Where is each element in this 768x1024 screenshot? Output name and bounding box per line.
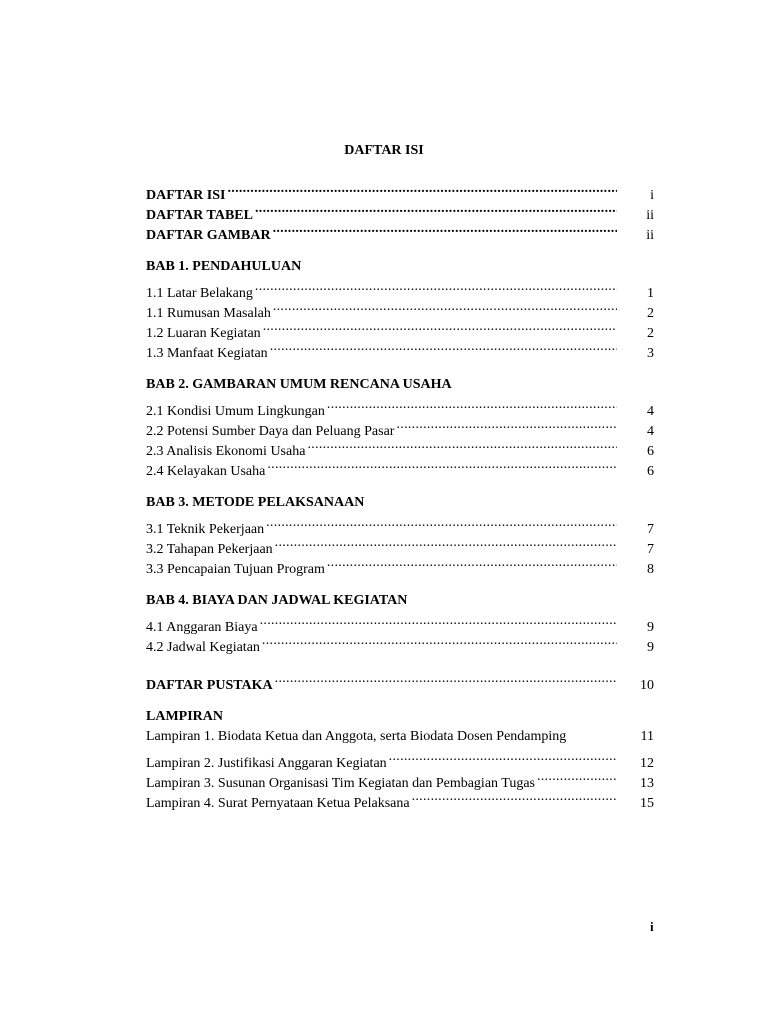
toc-entry-page: 11: [640, 729, 654, 744]
toc-entry[interactable]: [146, 277, 654, 301]
toc-leader-dots: [307, 435, 617, 455]
toc-entry-page: 6: [647, 444, 654, 459]
toc-entry-label: DAFTAR GAMBAR: [146, 228, 271, 243]
toc-entry-label: 2.1 Kondisi Umum Lingkungan: [146, 404, 325, 419]
toc-entry-label: 3.1 Teknik Pekerjaan: [146, 522, 265, 537]
toc-chapter-heading[interactable]: BAB 3. METODE PELAKSANAAN: [146, 495, 365, 510]
toc-leader-dots: [327, 395, 617, 415]
toc-leader-dots: [537, 767, 617, 787]
toc-entry-label: 4.2 Jadwal Kegiatan: [146, 640, 260, 655]
toc-entry-page: 2: [647, 326, 654, 341]
toc-entry-label: DAFTAR PUSTAKA: [146, 678, 273, 693]
toc-entry-page: 13: [640, 776, 654, 791]
toc-entry-label: Lampiran 4. Surat Pernyataan Ketua Pelaksana: [146, 796, 410, 811]
toc-leader-dots: [255, 277, 617, 297]
toc-entry-page: 4: [647, 404, 654, 419]
toc-leader-dots: [412, 787, 617, 807]
toc-entry-label: 1.1 Rumusan Masalah: [146, 306, 271, 321]
toc-leader-dots: [262, 631, 617, 651]
toc-entry-page: 7: [647, 542, 654, 557]
toc-leader-dots: [273, 297, 617, 317]
toc-entry-page: 9: [647, 640, 654, 655]
toc-entry-page: 6: [647, 464, 654, 479]
page-number: i: [650, 919, 654, 934]
toc-leader-dots: [270, 337, 617, 357]
toc-entry[interactable]: [146, 747, 654, 771]
toc-bab-2: [146, 375, 654, 479]
toc-leader-dots: [396, 415, 617, 435]
toc-entry-page: 1: [647, 286, 654, 301]
toc-entry-page: i: [650, 188, 654, 203]
toc-lampiran: [146, 707, 654, 811]
toc-entry-label: Lampiran 1. Biodata Ketua dan Anggota, serta Biodata Dosen Pendamping: [146, 729, 567, 744]
toc-leader-dots: [275, 669, 617, 689]
toc-leader-dots: [389, 747, 617, 767]
toc-bab-4: [146, 591, 654, 655]
toc-chapter-heading[interactable]: BAB 4. BIAYA DAN JADWAL KEGIATAN: [146, 593, 408, 608]
toc-entry-page: 9: [647, 620, 654, 635]
toc-entry[interactable]: [146, 395, 654, 419]
toc-entry-label: 3.2 Tahapan Pekerjaan: [146, 542, 273, 557]
toc-chapter-heading[interactable]: BAB 2. GAMBARAN UMUM RENCANA USAHA: [146, 377, 452, 392]
toc-entry-label: 3.3 Pencapaian Tujuan Program: [146, 562, 325, 577]
toc-leader-dots: [275, 533, 617, 553]
toc-leader-dots: [273, 219, 617, 239]
toc-entry-label: 2.3 Analisis Ekonomi Usaha: [146, 444, 306, 459]
toc-entry[interactable]: [146, 513, 654, 537]
toc-entry-page: 12: [640, 756, 654, 771]
toc-entry-daftar-pustaka[interactable]: [146, 669, 654, 693]
toc-daftar-pustaka: [146, 669, 654, 693]
toc-leader-dots: [263, 317, 617, 337]
toc-entry-page: 10: [640, 678, 654, 693]
toc-entry-label: 2.4 Kelayakan Usaha: [146, 464, 266, 479]
toc-entry[interactable]: [146, 611, 654, 635]
toc-entry-label: 1.2 Luaran Kegiatan: [146, 326, 261, 341]
toc-front-matter: [146, 179, 654, 243]
toc-entry-page: 3: [647, 346, 654, 361]
toc-entry-page: ii: [646, 228, 654, 243]
toc-leader-dots: [227, 179, 617, 199]
toc-entry-daftar-isi[interactable]: [146, 179, 654, 203]
toc-entry-label: 1.3 Manfaat Kegiatan: [146, 346, 268, 361]
toc-leader-dots: [266, 513, 617, 533]
toc-entry-label: Lampiran 2. Justifikasi Anggaran Kegiatan: [146, 756, 387, 771]
toc-entry-page: ii: [646, 208, 654, 223]
page-title: DAFTAR ISI: [344, 143, 424, 158]
toc-entry-label: 1.1 Latar Belakang: [146, 286, 253, 301]
toc-chapter-heading[interactable]: BAB 1. PENDAHULUAN: [146, 259, 302, 274]
toc-leader-dots: [255, 199, 617, 219]
toc-entry-label: DAFTAR TABEL: [146, 208, 253, 223]
toc-entry-page: 2: [647, 306, 654, 321]
toc-leader-dots: [267, 455, 617, 475]
toc-bab-1: [146, 257, 654, 361]
toc-bab-3: [146, 493, 654, 577]
toc-entry-label: 4.1 Anggaran Biaya: [146, 620, 258, 635]
toc-chapter-heading[interactable]: LAMPIRAN: [146, 709, 223, 724]
toc-entry-page: 7: [647, 522, 654, 537]
toc-entry-page: 8: [647, 562, 654, 577]
toc-leader-dots: [327, 553, 617, 573]
toc-entry-label: Lampiran 3. Susunan Organisasi Tim Kegiatan dan Pembagian Tugas: [146, 776, 535, 791]
toc-entry-label: DAFTAR ISI: [146, 188, 226, 203]
table-of-contents: [146, 179, 654, 811]
toc-entry-page: 4: [647, 424, 654, 439]
toc-entry-page: 15: [640, 796, 654, 811]
toc-entry-label: 2.2 Potensi Sumber Daya dan Peluang Pasar: [146, 424, 395, 439]
toc-entry[interactable]: [146, 727, 654, 747]
toc-leader-dots: [260, 611, 617, 631]
